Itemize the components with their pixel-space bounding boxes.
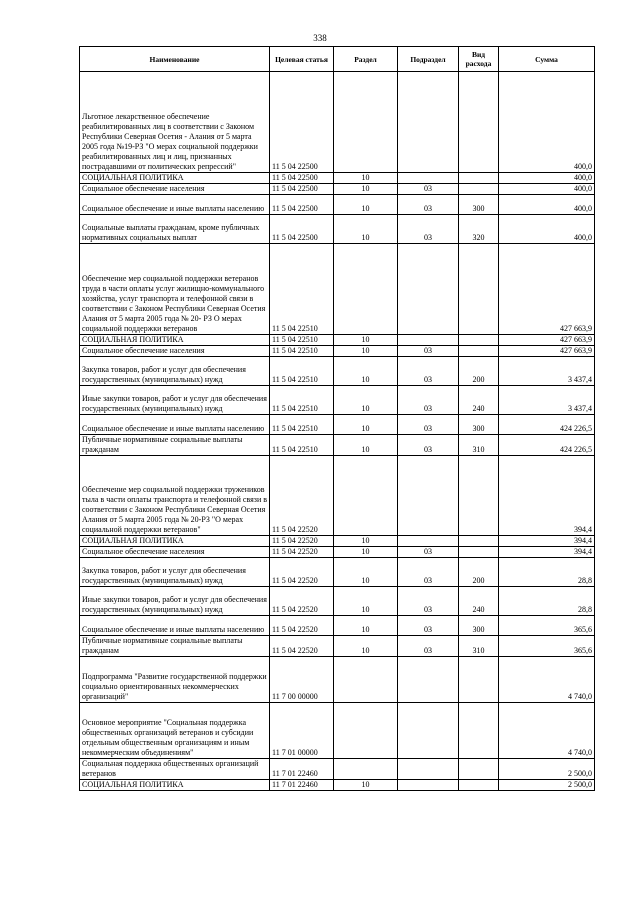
- cell-name: СОЦИАЛЬНАЯ ПОЛИТИКА: [80, 173, 270, 184]
- table-header-row: [80, 47, 595, 72]
- table-row: [80, 72, 595, 173]
- cell-section: 10: [334, 346, 398, 357]
- cell-target: 11 5 04 22500: [270, 72, 334, 173]
- cell-amount: 400,0: [499, 195, 595, 215]
- cell-expense-type: [459, 456, 499, 536]
- cell-name: Социальное обеспечение и иные выплаты населению: [80, 195, 270, 215]
- cell-section: 10: [334, 636, 398, 657]
- cell-target: 11 5 04 22520: [270, 536, 334, 547]
- cell-amount: 400,0: [499, 173, 595, 184]
- cell-amount: 365,6: [499, 636, 595, 657]
- cell-subsection: 03: [398, 547, 459, 558]
- cell-name: Социальные выплаты гражданам, кроме публичных нормативных социальных выплат: [80, 215, 270, 244]
- cell-name: Социальное обеспечение населения: [80, 184, 270, 195]
- cell-subsection: 03: [398, 386, 459, 415]
- table-row: [80, 435, 595, 456]
- cell-section: [334, 703, 398, 759]
- cell-section: [334, 759, 398, 780]
- cell-expense-type: 200: [459, 357, 499, 386]
- cell-subsection: 03: [398, 616, 459, 636]
- cell-subsection: 03: [398, 357, 459, 386]
- cell-target: 11 7 01 00000: [270, 703, 334, 759]
- cell-subsection: [398, 536, 459, 547]
- cell-target: 11 5 04 22510: [270, 435, 334, 456]
- cell-name: Социальное обеспечение населения: [80, 547, 270, 558]
- cell-name: Социальное обеспечение и иные выплаты населению: [80, 616, 270, 636]
- cell-name: Социальное обеспечение и иные выплаты населению: [80, 415, 270, 435]
- cell-section: 10: [334, 435, 398, 456]
- cell-name: Основное мероприятие "Социальная поддержка общественных организаций ветеранов и субсидии отдельным общественным организациям и иным некоммерческим объединениям": [80, 703, 270, 759]
- cell-section: 10: [334, 616, 398, 636]
- cell-name: Социальная поддержка общественных организаций ветеранов: [80, 759, 270, 780]
- header-name: Наименование: [80, 47, 270, 72]
- cell-subsection: 03: [398, 636, 459, 657]
- table-body: [80, 72, 595, 791]
- cell-amount: 400,0: [499, 72, 595, 173]
- table-row: [80, 346, 595, 357]
- header-target: Целевая статья: [270, 47, 334, 72]
- cell-subsection: 03: [398, 184, 459, 195]
- cell-amount: 365,6: [499, 616, 595, 636]
- cell-expense-type: [459, 657, 499, 703]
- cell-target: 11 5 04 22510: [270, 335, 334, 346]
- cell-target: 11 5 04 22520: [270, 616, 334, 636]
- cell-subsection: [398, 173, 459, 184]
- table-row: [80, 335, 595, 346]
- cell-expense-type: [459, 244, 499, 335]
- cell-name: СОЦИАЛЬНАЯ ПОЛИТИКА: [80, 335, 270, 346]
- cell-amount: 427 663,9: [499, 335, 595, 346]
- header-section: Раздел: [334, 47, 398, 72]
- cell-target: 11 5 04 22520: [270, 636, 334, 657]
- table-row: [80, 184, 595, 195]
- cell-section: 10: [334, 215, 398, 244]
- cell-expense-type: [459, 703, 499, 759]
- cell-target: 11 5 04 22520: [270, 456, 334, 536]
- cell-subsection: [398, 456, 459, 536]
- cell-expense-type: [459, 184, 499, 195]
- cell-section: [334, 456, 398, 536]
- cell-amount: 424 226,5: [499, 415, 595, 435]
- table-row: [80, 173, 595, 184]
- cell-expense-type: 310: [459, 435, 499, 456]
- cell-section: 10: [334, 357, 398, 386]
- cell-amount: 3 437,4: [499, 357, 595, 386]
- table-row: [80, 215, 595, 244]
- cell-target: 11 5 04 22500: [270, 215, 334, 244]
- cell-name: Публичные нормативные социальные выплаты гражданам: [80, 435, 270, 456]
- cell-section: 10: [334, 335, 398, 346]
- cell-target: 11 5 04 22500: [270, 184, 334, 195]
- table-row: [80, 587, 595, 616]
- cell-expense-type: [459, 72, 499, 173]
- table-row: [80, 636, 595, 657]
- cell-expense-type: [459, 173, 499, 184]
- cell-name: Иные закупки товаров, работ и услуг для обеспечения государственных (муниципальных) нужд: [80, 386, 270, 415]
- page-number: 338: [313, 33, 327, 43]
- table-row: [80, 244, 595, 335]
- table-row: [80, 536, 595, 547]
- cell-expense-type: 200: [459, 558, 499, 587]
- cell-amount: 2 500,0: [499, 759, 595, 780]
- cell-amount: 394,4: [499, 547, 595, 558]
- cell-expense-type: 240: [459, 386, 499, 415]
- cell-expense-type: 300: [459, 415, 499, 435]
- cell-subsection: [398, 780, 459, 791]
- cell-name: Закупка товаров, работ и услуг для обеспечения государственных (муниципальных) нужд: [80, 357, 270, 386]
- cell-subsection: 03: [398, 195, 459, 215]
- cell-target: 11 5 04 22500: [270, 195, 334, 215]
- cell-amount: 394,4: [499, 456, 595, 536]
- cell-amount: 427 663,9: [499, 244, 595, 335]
- table-row: [80, 456, 595, 536]
- cell-target: 11 5 04 22500: [270, 173, 334, 184]
- cell-section: 10: [334, 173, 398, 184]
- cell-amount: 400,0: [499, 184, 595, 195]
- cell-expense-type: [459, 759, 499, 780]
- cell-target: 11 5 04 22510: [270, 357, 334, 386]
- cell-target: 11 5 04 22520: [270, 558, 334, 587]
- table-row: [80, 386, 595, 415]
- table-row: [80, 616, 595, 636]
- cell-expense-type: [459, 335, 499, 346]
- cell-name: Закупка товаров, работ и услуг для обеспечения государственных (муниципальных) нужд: [80, 558, 270, 587]
- cell-subsection: 03: [398, 587, 459, 616]
- cell-subsection: 03: [398, 215, 459, 244]
- cell-section: 10: [334, 558, 398, 587]
- cell-expense-type: [459, 536, 499, 547]
- cell-target: 11 5 04 22510: [270, 346, 334, 357]
- cell-expense-type: 300: [459, 195, 499, 215]
- cell-target: 11 5 04 22510: [270, 244, 334, 335]
- header-expense-type: Вид расхода: [459, 47, 499, 72]
- cell-amount: 3 437,4: [499, 386, 595, 415]
- cell-section: 10: [334, 536, 398, 547]
- cell-amount: 424 226,5: [499, 435, 595, 456]
- cell-name: Иные закупки товаров, работ и услуг для обеспечения государственных (муниципальных) нужд: [80, 587, 270, 616]
- cell-expense-type: [459, 346, 499, 357]
- cell-expense-type: [459, 780, 499, 791]
- cell-target: 11 7 00 00000: [270, 657, 334, 703]
- budget-table: [79, 46, 595, 791]
- cell-expense-type: 240: [459, 587, 499, 616]
- cell-section: 10: [334, 587, 398, 616]
- cell-subsection: 03: [398, 435, 459, 456]
- cell-amount: 28,8: [499, 558, 595, 587]
- cell-target: 11 5 04 22510: [270, 415, 334, 435]
- table-row: [80, 195, 595, 215]
- cell-name: Социальное обеспечение населения: [80, 346, 270, 357]
- cell-amount: 2 500,0: [499, 780, 595, 791]
- cell-section: 10: [334, 780, 398, 791]
- header-subsection: Подраздел: [398, 47, 459, 72]
- cell-amount: 400,0: [499, 215, 595, 244]
- cell-subsection: 03: [398, 415, 459, 435]
- cell-section: [334, 244, 398, 335]
- cell-target: 11 5 04 22510: [270, 386, 334, 415]
- cell-amount: 4 740,0: [499, 657, 595, 703]
- cell-expense-type: 320: [459, 215, 499, 244]
- cell-section: [334, 657, 398, 703]
- cell-amount: 394,4: [499, 536, 595, 547]
- table-row: [80, 780, 595, 791]
- table-row: [80, 657, 595, 703]
- cell-section: 10: [334, 415, 398, 435]
- cell-name: Публичные нормативные социальные выплаты гражданам: [80, 636, 270, 657]
- cell-name: Обеспечение мер социальной поддержки ветеранов труда в части оплаты услуг жилищно-коммунального хозяйства, услуг транспорта и телефонной связи в соответствии с Законом Республики Северная Осетия Алания от 5 марта 2005 года № 20- РЗ О мерах социальной поддержки ветеранов: [80, 244, 270, 335]
- cell-amount: 28,8: [499, 587, 595, 616]
- cell-name: Обеспечение мер социальной поддержки тружеников тыла в части оплаты транспорта и телефонной связи в соответствии с Законом Республики Северная Осетия Алания от 5 марта 2005 года № 20-РЗ "О мерах социальной поддержки ветеранов": [80, 456, 270, 536]
- table-row: [80, 547, 595, 558]
- cell-target: 11 7 01 22460: [270, 759, 334, 780]
- cell-amount: 427 663,9: [499, 346, 595, 357]
- cell-section: [334, 72, 398, 173]
- cell-expense-type: [459, 547, 499, 558]
- cell-amount: 4 740,0: [499, 703, 595, 759]
- cell-target: 11 5 04 22520: [270, 547, 334, 558]
- cell-name: Подпрограмма "Развитие государственной поддержки социально ориентированных некоммерческих организаций": [80, 657, 270, 703]
- table-row: [80, 357, 595, 386]
- cell-name: СОЦИАЛЬНАЯ ПОЛИТИКА: [80, 536, 270, 547]
- table-row: [80, 759, 595, 780]
- cell-expense-type: 310: [459, 636, 499, 657]
- table-row: [80, 558, 595, 587]
- cell-section: 10: [334, 386, 398, 415]
- cell-subsection: 03: [398, 558, 459, 587]
- cell-section: 10: [334, 195, 398, 215]
- cell-target: 11 7 01 22460: [270, 780, 334, 791]
- cell-subsection: 03: [398, 346, 459, 357]
- cell-subsection: [398, 72, 459, 173]
- cell-subsection: [398, 759, 459, 780]
- table-row: [80, 703, 595, 759]
- cell-target: 11 5 04 22520: [270, 587, 334, 616]
- cell-name: Льготное лекарственное обеспечение реабилитированных лиц в соответствии с Законом Республики Северная Осетия - Алания от 5 марта 2005 года №19-РЗ "О мерах социальной поддержки реабилитированных лиц и лиц, признанных пострадавшими от политических репрессий": [80, 72, 270, 173]
- cell-section: 10: [334, 547, 398, 558]
- cell-subsection: [398, 703, 459, 759]
- cell-subsection: [398, 657, 459, 703]
- header-amount: Сумма: [499, 47, 595, 72]
- cell-subsection: [398, 335, 459, 346]
- cell-subsection: [398, 244, 459, 335]
- cell-expense-type: 300: [459, 616, 499, 636]
- cell-name: СОЦИАЛЬНАЯ ПОЛИТИКА: [80, 780, 270, 791]
- cell-section: 10: [334, 184, 398, 195]
- table-row: [80, 415, 595, 435]
